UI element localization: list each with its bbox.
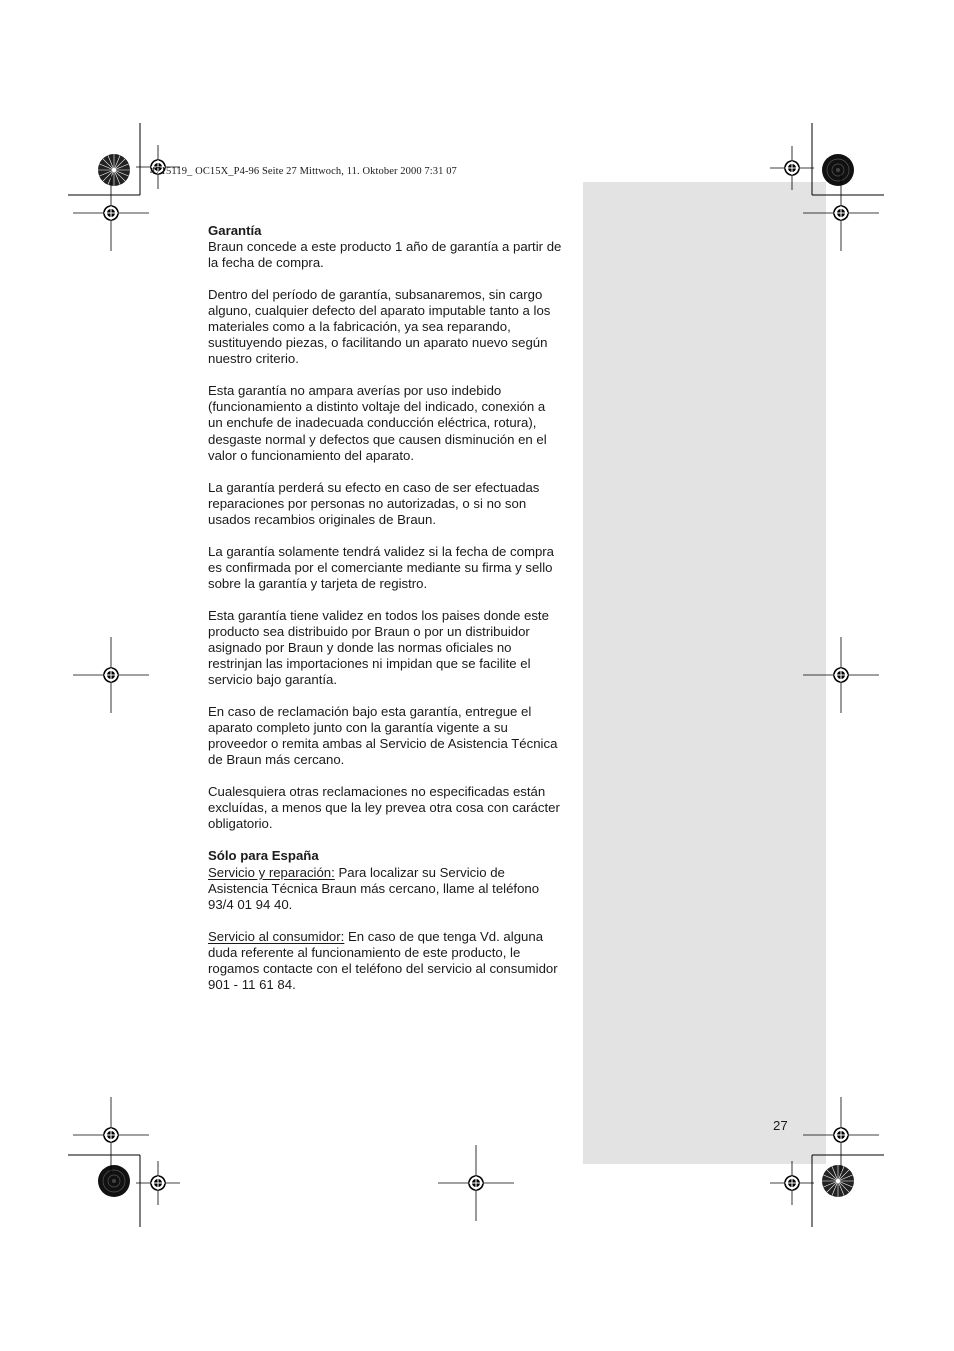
page-number: 27 xyxy=(773,1118,788,1133)
registration-mark xyxy=(803,637,879,713)
warranty-paragraph: La garantía perderá su efecto en caso de ser efectuadas reparaciones por personas no autorizadas, o si no son usados recambios originales de Braun. xyxy=(208,479,540,527)
registration-mark xyxy=(73,637,149,713)
star-target xyxy=(822,1165,854,1197)
spain-title: Sólo para España xyxy=(208,848,319,864)
registration-mark xyxy=(770,146,814,190)
registration-mark xyxy=(770,1161,814,1205)
registration-mark xyxy=(803,175,879,251)
repair-service-text: Para localizar su Servicio de Asistencia Técnica Braun más cercano, llame al teléfono 93/4 01 94 40. xyxy=(208,864,540,912)
warranty-paragraph: En caso de reclamación bajo esta garantía, entregue el aparato completo junto con la garantía vigente a su proveedor o remita ambas al Servicio de Asistencia Técnica de Braun más cercano. xyxy=(208,704,558,768)
registration-mark xyxy=(803,1097,879,1173)
repair-service-paragraph xyxy=(208,865,563,913)
warranty-paragraph: Esta garantía tiene validez en todos los paises donde este producto sea distribuido por Braun o por un distribuidor asignado por Braun y donde las normas oficiales no restrinjan las importaciones ni impidan que se facilite el servicio bajo garantía. xyxy=(208,607,549,688)
consumer-service-paragraph xyxy=(208,929,563,993)
warranty-title: Garantía xyxy=(208,223,262,238)
warranty-paragraph: Dentro del período de garantía, subsanaremos, sin cargo alguno, cualquier defecto del aparato imputable tanto a los materiales como a la fabricación, ya sea reparando, sustituyendo piezas, o facilitando un aparato nuevo según nuestro criterio. xyxy=(208,287,551,367)
consumer-service-label: Servicio al consumidor: xyxy=(208,928,345,944)
registration-mark xyxy=(438,1145,514,1221)
star-target xyxy=(98,154,130,186)
warranty-paragraph: Cualesquiera otras reclamaciones no especificadas están excluídas, a menos que la ley prevea otra cosa con carácter obligatorio. xyxy=(208,784,560,832)
registration-mark xyxy=(73,1097,149,1173)
consumer-service-text: En caso de que tenga Vd. alguna duda referente al funcionamiento de este producto, le rogamos contacte con el teléfono del servicio al consumidor 901 - 11 61 84. xyxy=(208,928,558,992)
print-job-header: 4715119_ OC15X_P4-96 Seite 27 Mittwoch, 11. Oktober 2000 7:31 07 xyxy=(150,166,457,177)
star-target xyxy=(822,154,854,186)
registration-mark xyxy=(73,175,149,251)
repair-service-label: Servicio y reparación: xyxy=(208,864,335,880)
registration-mark xyxy=(136,1161,180,1205)
star-target xyxy=(98,1165,130,1197)
warranty-text xyxy=(208,223,563,1009)
warranty-paragraph: La garantía solamente tendrá validez si la fecha de compra es confirmada por el comerciante mediante su firma y sello sobre la garantía y tarjeta de registro. xyxy=(208,543,555,591)
warranty-paragraph: Braun concede a este producto 1 año de garantía a partir de la fecha de compra. xyxy=(208,239,562,271)
warranty-paragraph: Esta garantía no ampara averías por uso indebido (funcionamiento a distinto voltaje del indicado, conexión a un enchufe de inadecuada conducción eléctrica, rotura), desgaste normal y defectos que causen disminución en el valor o funcionamiento del aparato. xyxy=(208,383,547,463)
